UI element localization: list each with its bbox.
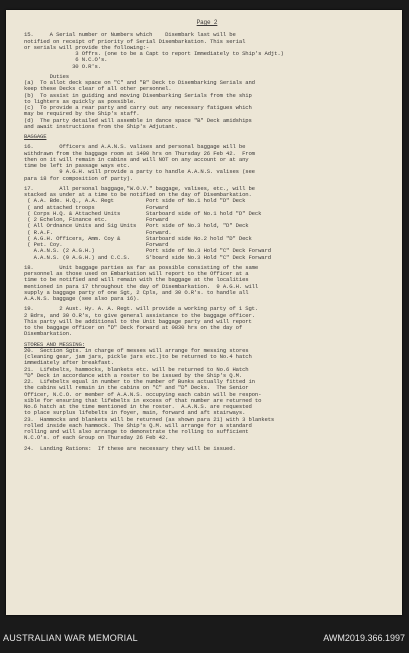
text-line: ( All Ordnance Units and Sig Units Port side of No.3 hold, "D" Deck [24, 223, 249, 230]
text-line: 18. Unit baggage parties as far as possible consisting of the same [24, 264, 259, 271]
page-label: Page 2 [196, 19, 218, 26]
paragraph [24, 186, 390, 261]
document-page [6, 10, 402, 615]
text-line: Duties [24, 73, 69, 80]
text-line: A.A.N.S. baggage (see also para 16). [24, 296, 140, 302]
text-line: 30 O.R's. [24, 63, 101, 70]
text-line: A.A.N.S. (2 A.G.H.) Port side of No.3 Hold "C" Deck Forward [24, 248, 271, 255]
text-line: personnel as those used on Embarkation will report to the Officer at a [24, 271, 249, 277]
text-line: 23. Hammocks and blankets will be returned (as shown para 21) with 3 blankets [24, 416, 275, 423]
text-line: mentioned in para 17 throughout the day of Disembarkation. 9 A.G.H. will [24, 283, 259, 290]
footer-catalog-id: AWM2019.366.1997 [323, 633, 405, 643]
text-line: A.A.N.S. (9 A.G.H.) and C.C.S. S'board side No.3 Hold "C" Deck Forward [24, 254, 271, 261]
text-line: 20. Section Sgts. in charge of messes will arrange for messing stores [24, 347, 249, 354]
text-line: BAGGAGE [24, 134, 47, 140]
text-line: 19. 2 Aust. Hy. A. A. Regt. will provide a working party of 1 Sgt. [24, 306, 259, 313]
document-body [24, 20, 390, 456]
text-line: 22. Lifebelts equal in number to the number of Bunks actually fitted in [24, 379, 255, 385]
paragraph-gap [24, 452, 390, 456]
text-line: and await instructions from the Ship's Adjutant. [24, 123, 178, 130]
text-line: then on it will remain in cabins and will NOT on any account or at any [24, 156, 249, 163]
text-line: may be required by the Ship's staff. [24, 111, 140, 118]
paragraph [24, 306, 390, 337]
paragraph [24, 342, 390, 442]
text-line: ( A.A. Bde. H.Q., A.A. Regt Port side of No.1 hold "D" Deck [24, 198, 246, 205]
paragraph [24, 74, 390, 130]
text-line: N.C.O's. of each Group on Thursday 26 Feb 42. [24, 435, 169, 442]
text-line: 17. All personal baggage,"W.O.V." baggage, valises, etc., will be [24, 185, 255, 192]
text-line: ( A.G.H. Officers, Amm. Coy & Starboard side No.2 hold "D" Deck [24, 235, 252, 242]
footer-bar [0, 621, 409, 653]
text-line: ( and attached troops Forward [24, 204, 169, 211]
text-line: rolled inside each hammock. The Ship's Q.M. will arrange for a standard [24, 422, 252, 429]
text-line: Officer, N.C.O. or member of A.A.N.S. occupying each cabin will be respon- [24, 391, 262, 398]
text-line: Disembarkation. [24, 331, 73, 338]
text-line: 6 N.C.O's. [24, 57, 108, 64]
text-line: sible for ensuring that lifebelts in excess of that number are returned to [24, 397, 262, 404]
text-line: withdrawn from the baggage room at 1400 hrs on Thursday 26 Feb 42. From [24, 150, 255, 157]
text-line: 21. Lifebelts, hammocks, blankets etc. will be returned to No.6 Hatch [24, 366, 249, 373]
text-line: (d) The party detailed will assemble in dance space "B" Deck amidships [24, 117, 252, 124]
text-line: supply a baggage party of one Sgt, 2 Cpls, and 30 O.R's. to handle all [24, 289, 249, 296]
text-line: (a) To allot deck space on "C" and "B" Deck to Disembarking Serials and [24, 80, 255, 86]
text-line: ( 2 Echelon, Finance etc. Forward [24, 217, 169, 223]
text-line: ( Pet. Coy. Forward [24, 242, 169, 248]
text-line: time be left in passage ways etc. [24, 163, 130, 169]
text-line: notified on receipt of priority of Serial Disembarkation. This serial [24, 38, 246, 45]
text-line: ( Corps H.Q. & Attached Units Starboard side of No.1 hold "D" Deck [24, 210, 262, 217]
text-line: (c) To provide a rear party and carry out any necessary fatigues which [24, 105, 252, 111]
text-line: ( R.A.F. Forward. [24, 229, 172, 236]
text-line: 3 Offrs. (one to be a Capt to report Immediately to Ship's Adjt.) [24, 51, 284, 57]
paragraph [24, 32, 390, 70]
text-line: time to be notified and will remain with the baggage at the localities [24, 277, 249, 284]
text-line: to place surplus lifebelts in foyer, main, forward and aft stairways. [24, 410, 246, 417]
text-line: para 18 for composition of party). [24, 175, 134, 182]
text-line: "D" Deck in accordance with a roster to be issued by the Ship's Q.M. [24, 372, 243, 379]
text-line: or serials will provide the following:- [24, 44, 150, 51]
text-line: This party will be additional to the Unit baggage party and will report [24, 318, 252, 325]
text-line: No.6 hatch at the time mentioned in the roster. A.A.N.S. are requested [24, 404, 252, 410]
text-line: rolling and will also arrange to demonstrate the rolling to sufficient [24, 429, 249, 435]
text-line: keep these Decks clear of all other personnel. [24, 86, 172, 93]
text-line: (cleaning gear, jam jars, pickle jars etc.)to be returned to No.4 hatch [24, 354, 252, 360]
text-line: 15. A Serial number or Numbers which Disembark last will be [24, 32, 236, 39]
paragraph-container [24, 32, 390, 456]
text-line: 16. Officers and A.A.N.S. valises and personal baggage will be [24, 144, 246, 151]
text-line: STORES AND MESSING: [24, 341, 85, 348]
text-line: the cabins will remain in the cabins on "C" and "D" Decks. The Senior [24, 385, 249, 392]
text-line: (b) To assist in guiding and moving Disembarking Serials from the ship [24, 92, 252, 99]
paragraph [24, 265, 390, 303]
footer-source: AUSTRALIAN WAR MEMORIAL [3, 633, 138, 643]
text-line: 2 Bdrs, and 30 O.R's, to give general assistance to the baggage officer. [24, 312, 255, 319]
text-line: to lighters as quickly as possible. [24, 98, 137, 105]
paragraph [24, 144, 390, 182]
text-line: immediately after breakfast. [24, 360, 114, 367]
text-line: to the baggage officer on "D" Deck forward at 0830 hrs on the day of [24, 325, 243, 331]
text-line: 24. Landing Rations: If these are necessary they will be issued. [24, 445, 236, 452]
text-line: 9 A.G.H. will provide a party to handle A.A.N.S. valises (see [24, 169, 255, 176]
text-line: stacked as under at a time to be notified on the day of Disembarkation. [24, 192, 252, 198]
